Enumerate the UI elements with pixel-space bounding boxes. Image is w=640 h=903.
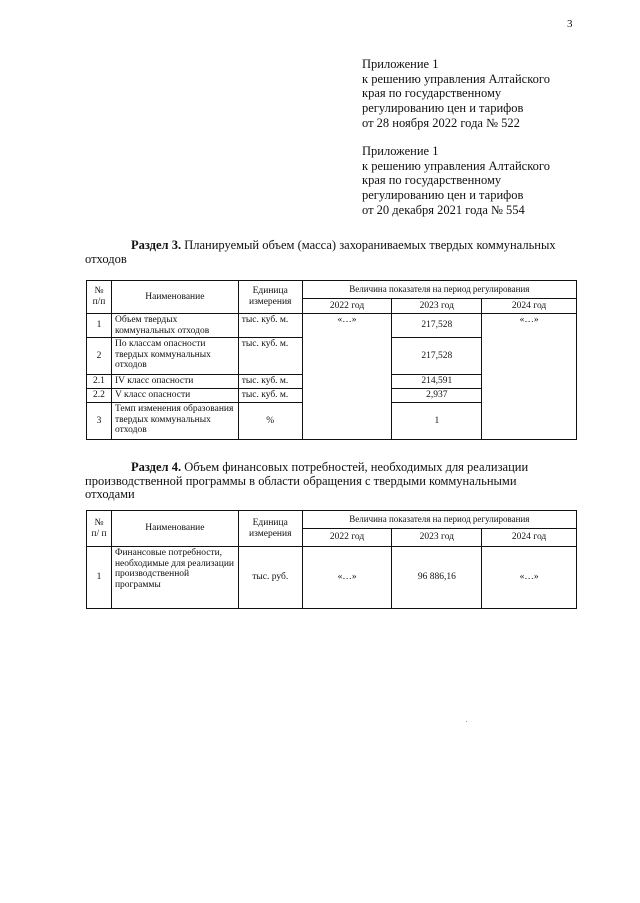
appendix-line: края по государственному: [362, 86, 502, 101]
section4-title-line3: отходами: [85, 487, 135, 501]
header-year-2024: 2024 год: [482, 529, 577, 547]
header-unit: Единица измерения: [238, 511, 302, 547]
appendix-line: регулированию цен и тарифов: [362, 188, 524, 203]
header-period: Величина показателя на период регулирования: [302, 511, 576, 529]
section4-title-line2: производственной программы в области обращения с твердыми коммунальными: [85, 473, 517, 488]
value-2024: «…»: [482, 314, 577, 440]
appendix-line: Приложение 1: [362, 57, 439, 71]
section4-title-line1: Объем финансовых потребностей, необходимых для реализации: [184, 460, 529, 474]
header-year-2023: 2023 год: [392, 299, 482, 314]
row-num: 1: [87, 314, 112, 338]
appendix-line: края по государственному: [362, 173, 502, 188]
value-2023: 2,937: [392, 389, 482, 403]
header-unit: Единица измерения: [238, 281, 302, 314]
value-2022: «…»: [302, 547, 392, 609]
value-2023: 1: [392, 403, 482, 440]
row-unit: %: [238, 403, 302, 440]
row-name: Финансовые потребности, необходимые для реализации производственной программы: [111, 547, 238, 609]
row-name: V класс опасности: [111, 389, 238, 403]
section3-title-line1: Планируемый объем (масса) захораниваемых твердых коммунальных: [184, 238, 556, 252]
table-row: [87, 547, 577, 609]
table-row: [87, 314, 577, 338]
appendix-current: [362, 57, 550, 131]
appendix-line: регулированию цен и тарифов: [362, 101, 524, 116]
value-2023: 96 886,16: [392, 547, 482, 609]
scan-speck: [466, 721, 467, 722]
value-2023: 214,591: [392, 375, 482, 389]
row-unit: тыс. куб. м.: [238, 389, 302, 403]
appendix-line: к решению управления Алтайского: [362, 71, 550, 86]
header-name: Наименование: [111, 511, 238, 547]
section3-title-line2: отходов: [85, 251, 127, 266]
header-year-2022: 2022 год: [302, 529, 392, 547]
row-name: По классам опасности твердых коммунальных отходов: [111, 338, 238, 375]
header-year-2023: 2023 год: [392, 529, 482, 547]
appendix-line: от 28 ноября 2022 года № 522: [362, 115, 520, 130]
header-year-2022: 2022 год: [302, 299, 392, 314]
value-2023: 217,528: [392, 314, 482, 338]
row-name: Темп изменения образования твердых коммунальных отходов: [111, 403, 238, 440]
row-num: 3: [87, 403, 112, 440]
row-num: 2.2: [87, 389, 112, 403]
header-year-2024: 2024 год: [482, 299, 577, 314]
section3-title: [85, 239, 577, 266]
header-name: Наименование: [111, 281, 238, 314]
row-name: Объем твердых коммунальных отходов: [111, 314, 238, 338]
appendix-line: от 20 декабря 2021 года № 554: [362, 202, 525, 217]
row-num: 2.1: [87, 375, 112, 389]
section4-title: [85, 461, 577, 502]
row-unit: тыс. куб. м.: [238, 375, 302, 389]
row-num: 2: [87, 338, 112, 375]
value-2023: 217,528: [392, 338, 482, 375]
header-num: № п/ п: [87, 511, 112, 547]
row-name: IV класс опасности: [111, 375, 238, 389]
section4-table: [86, 510, 577, 609]
value-2024: «…»: [482, 547, 577, 609]
section4-label: Раздел 4.: [131, 460, 182, 474]
row-unit: тыс. куб. м.: [238, 338, 302, 375]
section3-table: [86, 280, 577, 440]
header-num: № п/п: [87, 281, 112, 314]
appendix-previous: [362, 144, 550, 218]
row-unit: тыс. куб. м.: [238, 314, 302, 338]
row-num: 1: [87, 547, 112, 609]
header-period: Величина показателя на период регулирования: [302, 281, 576, 299]
page-number: 3: [567, 18, 573, 30]
appendix-line: Приложение 1: [362, 144, 439, 158]
appendix-line: к решению управления Алтайского: [362, 158, 550, 173]
value-2022: «…»: [302, 314, 392, 440]
section3-label: Раздел 3.: [131, 238, 182, 252]
row-unit: тыс. руб.: [238, 547, 302, 609]
